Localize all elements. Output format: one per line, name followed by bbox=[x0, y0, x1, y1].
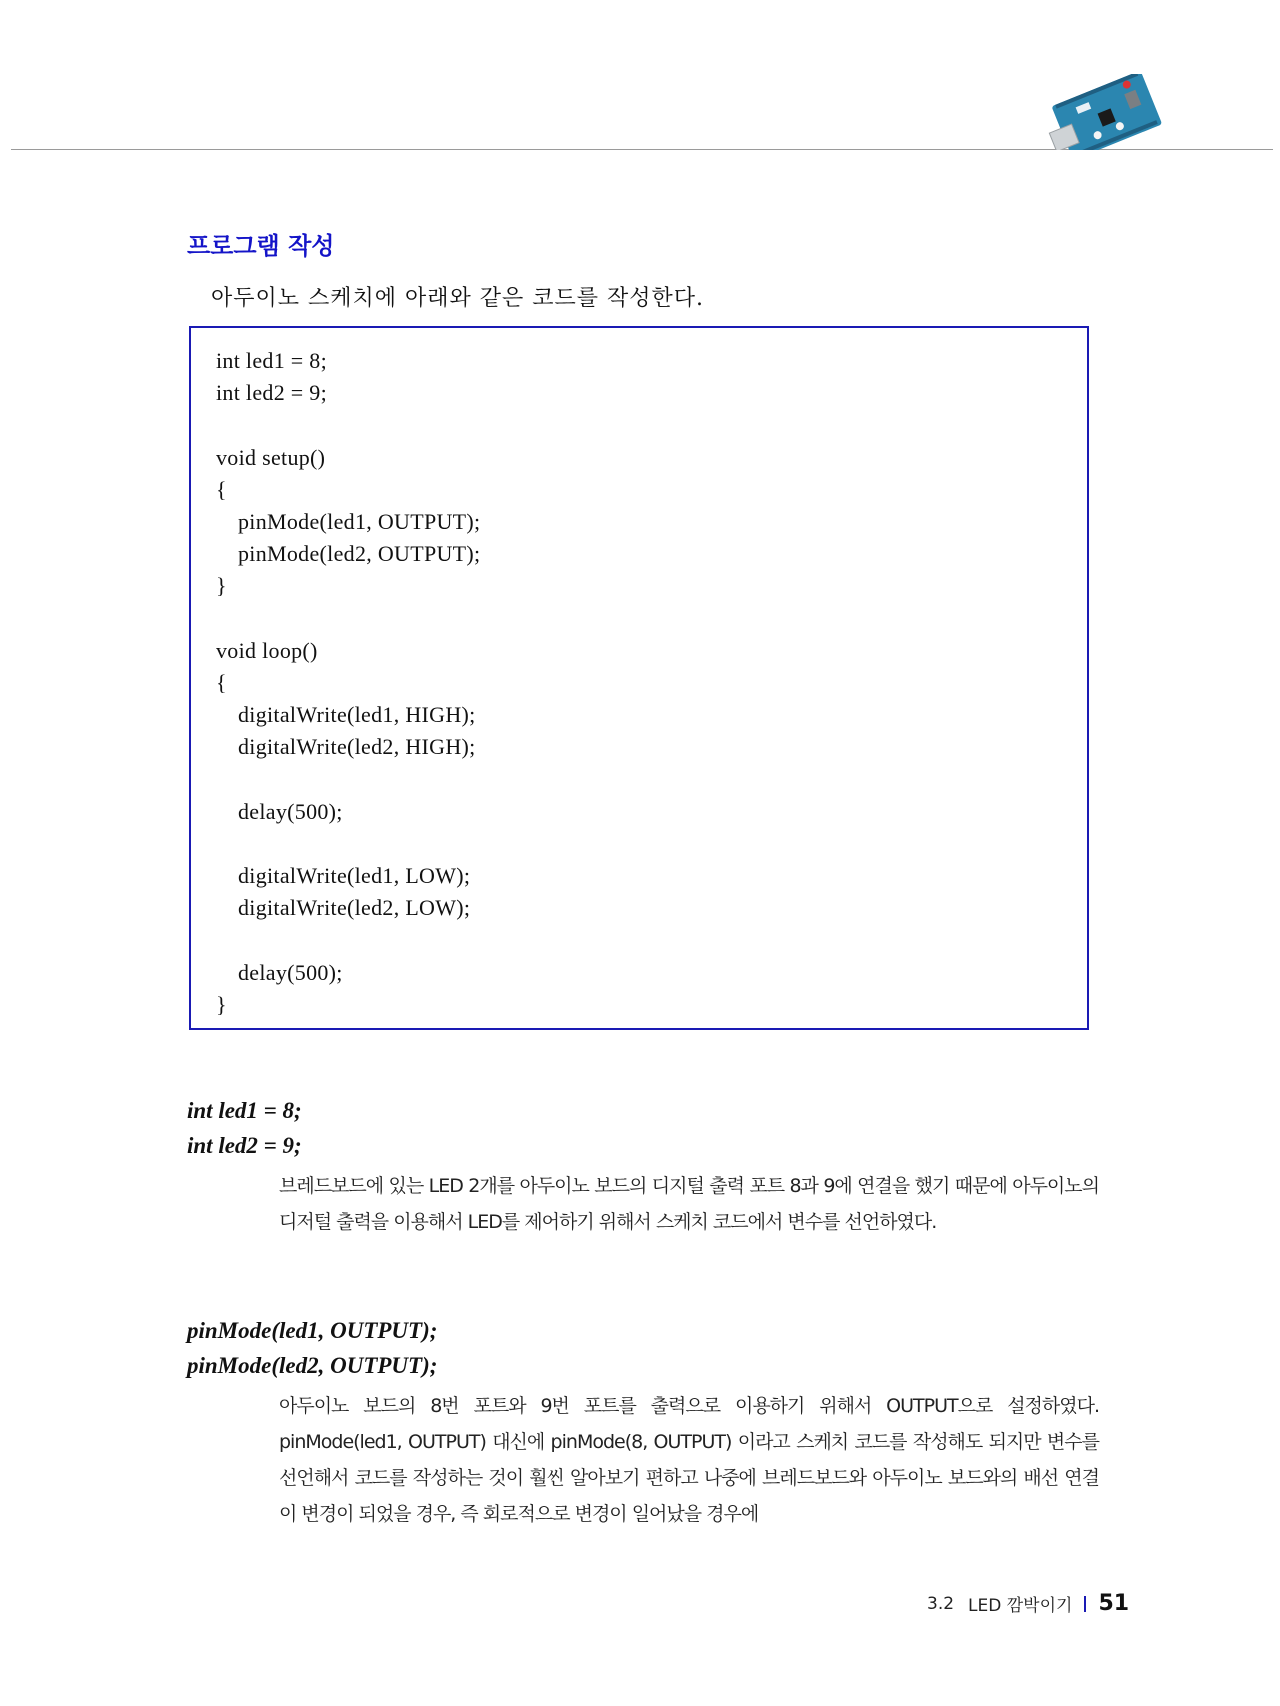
code-line: digitalWrite(led2, HIGH); bbox=[238, 734, 476, 760]
footer-section-number: 3.2 bbox=[927, 1593, 955, 1614]
explanation-paragraph-2: 아두이노 보드의 8번 포트와 9번 포트를 출력으로 이용하기 위해서 OUTPUT으로 설정하였다. pinMode(led1, OUTPUT) 대신에 pinMode(8, OUTPUT) 이라고 스케치 코드를 작성해도 되지만 변수를 선언해서 코드를 작성하는 것이 훨씬 알아보기 편하고 나중에 브레드보드와 아두이노 보드와의 배선 연결이 변경이 되었을 경우, 즉 회로적으로 변경이 일어났을 경우에 bbox=[279, 1395, 1099, 1525]
code-line bbox=[216, 409, 480, 441]
explained-code-1 bbox=[187, 1093, 302, 1163]
code-line: delay(500); bbox=[238, 959, 343, 985]
section-intro: 아두이노 스케치에 아래와 같은 코드를 작성한다. bbox=[211, 286, 705, 311]
page-number: 51 bbox=[1098, 1591, 1130, 1616]
code-line: void loop() bbox=[216, 637, 318, 663]
explanation-paragraph-1: 브레드보드에 있는 LED 2개를 아두이노 보드의 디지털 출력 포트 8과 9에 연결을 했기 때문에 아두이노의 디저털 출력을 이용해서 LED를 제어하기 위해서 스케치 코드에서 변수를 선언하였다. bbox=[279, 1175, 1099, 1233]
explained-code-line: pinMode(led1, OUTPUT); bbox=[187, 1318, 438, 1343]
explained-code-line: int led2 = 9; bbox=[187, 1133, 302, 1158]
code-line: int led2 = 9; bbox=[216, 380, 328, 406]
code-line: int led1 = 8; bbox=[216, 348, 328, 373]
code-line: digitalWrite(led2, LOW); bbox=[238, 895, 471, 921]
code-line: void setup() bbox=[216, 444, 326, 470]
footer-section-title: LED 깜박이기 bbox=[968, 1596, 1073, 1616]
code-line: { bbox=[216, 669, 227, 695]
code-line: } bbox=[216, 991, 227, 1017]
code-listing bbox=[216, 345, 480, 1021]
code-block bbox=[189, 326, 1089, 1030]
code-line bbox=[216, 603, 480, 635]
code-line: delay(500); bbox=[238, 798, 343, 824]
code-line bbox=[216, 924, 480, 956]
explained-code-line: int led1 = 8; bbox=[187, 1098, 302, 1123]
code-line: pinMode(led2, OUTPUT); bbox=[238, 541, 481, 567]
code-line: digitalWrite(led1, LOW); bbox=[238, 863, 471, 888]
explained-code-line: pinMode(led2, OUTPUT); bbox=[187, 1353, 438, 1378]
footer-divider bbox=[1084, 1596, 1086, 1612]
code-line: } bbox=[216, 573, 227, 599]
code-line: digitalWrite(led1, HIGH); bbox=[238, 702, 476, 728]
code-line: { bbox=[216, 476, 227, 502]
explained-code-2 bbox=[187, 1313, 437, 1383]
code-line: pinMode(led1, OUTPUT); bbox=[238, 508, 481, 534]
page-footer bbox=[927, 1591, 1129, 1616]
section-heading: 프로그램 작성 bbox=[187, 232, 335, 260]
arduino-board-icon bbox=[1040, 74, 1165, 150]
code-line bbox=[216, 828, 480, 860]
code-line bbox=[216, 763, 480, 795]
